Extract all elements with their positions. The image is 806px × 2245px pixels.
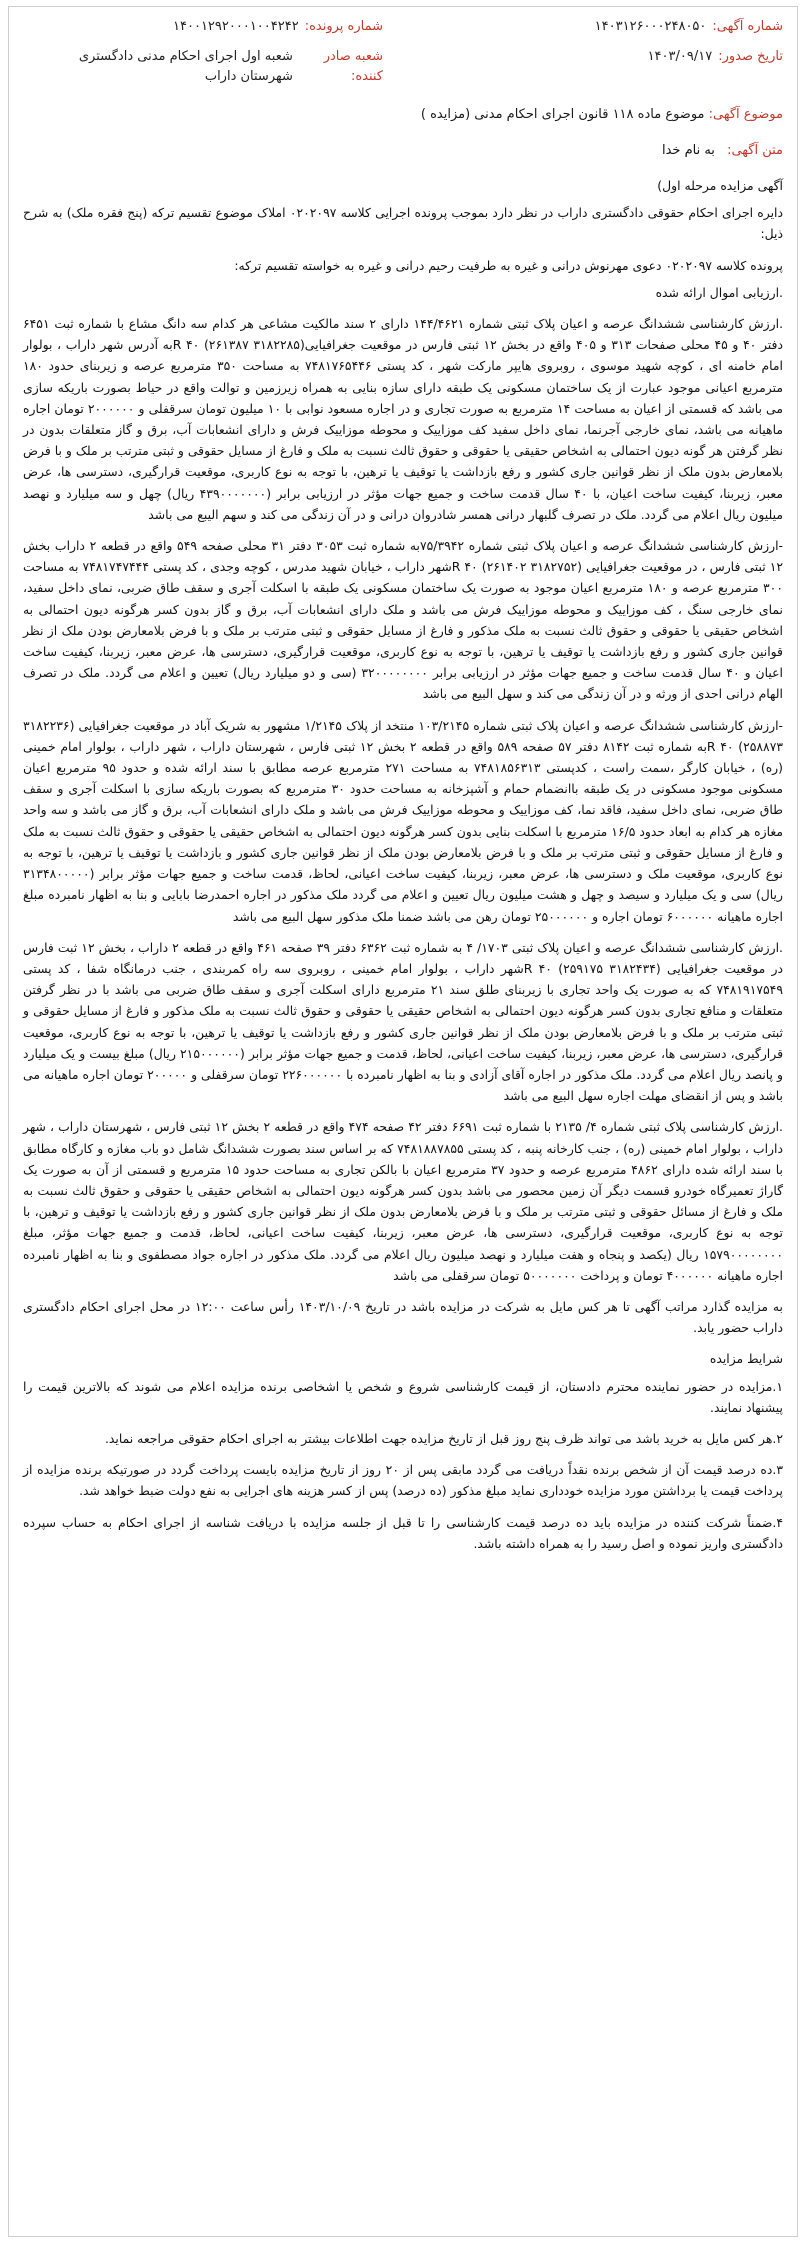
issue-date-value: ۱۴۰۳/۰۹/۱۷ — [647, 49, 713, 64]
ad-number-value: ۱۴۰۳۱۲۶۰۰۰۲۴۸۰۵۰ — [594, 19, 707, 34]
issuer-label: شعبه صادر کننده: — [323, 49, 383, 84]
ad-container — [8, 6, 798, 2237]
paragraph-property-2: -ارزش کارشناسی ششدانگ عرصه و اعیان پلاک ثبتی شماره ۷۵/۳۹۴۲به شماره ثبت ۳۰۵۳ دفتر ۳۱ محلی صفحه ۵۴۹ واقع در قطعه ۲ داراب بخش ۱۲ ثبتی فارس ، در موقعیت جغرافیایی (۳۱۸۲۷۵۲ ۲۶۱۴۰۲) R ۴۰شهر داراب ، خیابان شهید مدرس ، کوچه وجدی ، کد پستی ۷۴۸۱۷۴۷۴۴۴ به مساحت ۳۰۰ مترمربع عرصه و ۱۸۰ مترمربع اعیان موجود به صورت یک ساختمان مسکونی یک طبقه با اسکلت آجری و سقف طاق ضربی، نمای داخل سفید، نمای خارجی سنگ ، کف موزاییک و محوطه موزاییک فرش می باشد و ملک دارای انشعابات آب، برق و گاز بدون کسر هرگونه دیون احتمالی به اشخاص حقیقی یا حقوقی و حقوق ثالث نسبت به ملک مذکور و فارغ از مسایل حقوقی و ثبتی مترتب بر ملک و با فرض بلامعارض بودن ملک از نظر قوانین جاری کشور و رفع بازداشت یا توقیف یا ترهین، با توجه به نوع کاربری، موقعیت قرارگیری، دسترسی ها، عرض معبر، زیربنا، کیفیت ساخت اعیان و ۴۰ سال قدمت ساخت و جمیع جهات مؤثر در ارزیابی برابر ۳۲۰۰۰۰۰۰۰۰ (سی و دو میلیارد ریال) تعیین و اعلام می گردد. ملک در تصرف الهام درانی احدی از ورثه و در آن زندگی می کند و سهل البیع می باشد — [23, 538, 783, 702]
file-number-label: شماره پرونده: — [304, 19, 383, 34]
topic-value: موضوع ماده ۱۱۸ قانون اجرای احکام مدنی (مزایده ) — [420, 107, 705, 122]
body-label-row — [23, 141, 783, 161]
paragraph-assessment-heading: .ارزیابی اموال ارائه شده — [655, 284, 783, 300]
paragraph-case: پرونده کلاسه ۰۲۰۲۰۹۷ دعوی مهرنوش درانی و غیره به طرفیت رحیم درانی و غیره به خواسته تقسیم ترکه: — [234, 257, 783, 273]
issue-date-field — [413, 47, 783, 87]
paragraph-property-5: .ارزش کارشناسی پلاک ثبتی شماره ۴/ ۲۱۳۵ با شماره ثبت ۶۶۹۱ دفتر ۴۲ صفحه ۴۷۴ واقع در قطعه ۲ بخش ۱۲ ثبتی فارس ، شهرستان داراب ، شهر داراب ، بولوار امام خمینی (ره) ، جنب کارخانه پنبه ، کد پستی ۷۴۸۱۸۸۷۸۵۵ که بر اساس سند بصورت ششدانگ شامل دو باب مغازه و کارگاه مطابق با سند ارائه شده دارای ۴۸۶۲ مترمربع عرصه و حدود ۳۷ مترمربع اعیان با بالکن تجاری به مساحت حدود ۱۵ مترمربع و قسمتی از آن به صورت یک گاراژ تعمیرگاه خودرو قسمت دیگر آن زمین محصور می باشد بدون کسر هرگونه دیون احتمالی به اشخاص حقیقی یا حقوقی و حقوق ثالث نسبت به ملک و فارغ از مسائل حقوقی و ثبتی مترتب بر ملک و با فرض بلامعارض بدون ملک از نظر قوانین جاری کشور و رفع بازداشت یا توقیف و ترهین، با توجه به نوع کاربری، موقعیت قرارگیری، دسترسی ها، عرض معبر، زیربنا، کیفیت ساخت اعیانی، لحاظ، قدمت و جمیع جهات مؤثر، مبلغ ۱۵۷۹۰۰۰۰۰۰۰۰ ریال (یکصد و پنجاه و هفت میلیارد و نهصد میلیون ریال اعلام می گردد. ملک مذکور در اجاره جواد مصطفوی و بنا به اظهار نامبرده اجاره ماهیانه ۴۰۰۰۰۰۰ تومان و پرداخت ۵۰۰۰۰۰۰۰ تومان سرقفلی می باشد — [23, 1119, 783, 1283]
paragraph-property-1: .ارزش کارشناسی ششدانگ عرصه و اعیان پلاک ثبتی شماره ۱۴۴/۴۶۲۱ دارای ۲ سند مالکیت مشاعی هر کدام سه دانگ مشاع با شماره ثبت ۶۴۵۱ دفتر ۴۰ و ۴۵ محلی صفحات ۳۱۳ و ۴۰۵ واقع در بخش ۱۲ ثبتی فارس در موقعیت جغرافیایی(۳۱۸۲۲۸۵ ۲۶۱۳۸۷) R ۴۰به آدرس شهر داراب ، بولوار امام خامنه ای ، کوچه شهید موسوی ، روبروی هایپر مارکت شهر ، کد پستی ۷۴۸۱۷۶۵۴۴۶ به مساحت ۳۵۰ مترمربع عرصه و زیربنای حدود ۱۸۰ مترمربع اعیانی موجود عبارت از یک ساختمان مسکونی یک طبقه دارای سازه بنایی به همراه زیرزمین و توالت واقع در حیاط بصورت باریکه سازی می باشد که قسمتی از اعیان به مساحت ۱۴ مترمربع به صورت تجاری و در اجاره مسعود نوابی با ۱۰ میلیون تومان سرقفلی و ۲۰۰۰۰۰۰ تومان اجاره ماهیانه می باشد، نمای خارجی آجرنما، نمای داخل سفید کف موزاییک و محوطه موزاییک فرش و دارای انشعابات آب، برق و گاز متعلقات بدون در نظر گرفتن هر گونه دیون احتمالی به اشخاص حقیقی یا حقوقی و حقوق ثالث نسبت به ملک و فارغ از مسایل حقوقی و ثبتی مترتب بر ملک و با فرض بلامعارض بدون ملک از نظر قوانین جاری کشور و رفع بازداشت یا توقیف یا ترهین، با توجه به نوع کاربری، موقعیت قرارگیری، دسترسی ها، عرض معبر، زیربنا، کیفیت ساخت اعیان، با ۴۰ سال قدمت ساخت و جمیع جهات مؤثر در ارزیابی برابر (۴۳۹۰۰۰۰۰۰۰ ریال) چهل و سه میلیارد و نهصد میلیون ریال اعلام می گردد. ملک در تصرف گلبهار درانی همسر شادروان درانی و در آن زندگی می کند و سهم الیبع می باشد — [23, 316, 784, 522]
paragraph-condition-2: ۲.هر کس مایل به خرید باشد می تواند ظرف پنج روز قبل از تاریخ مزایده جهت اطلاعات بیشتر به اجرای احکام حقوقی مراجعه نماید. — [104, 1430, 783, 1446]
topic-row — [23, 105, 783, 125]
ad-number-field — [413, 17, 783, 37]
issuer-field — [23, 47, 383, 87]
paragraph-property-3: -ارزش کارشناسی ششدانگ عرصه و اعیان پلاک ثبتی شماره ۱۰۳/۲۱۴۵ منتخد از پلاک ۱/۲۱۴۵ مشهور به شریک آباد در موقعیت جغرافیایی (۳۱۸۲۲۳۶ ۲۵۸۸۷۳) R ۴۰به شماره ثبت ۸۱۴۲ دفتر ۵۷ صفحه ۵۸۹ واقع در قطعه ۲ بخش ۱۲ ثبتی فارس ، شهرستان داراب ، شهر داراب ، بولوار امام خمینی (ره) ، خیابان کارگر ،سمت راست ، کدپستی ۷۴۸۱۸۵۶۳۱۳ به مساحت ۲۷۱ مترمربع عرصه مطابق با سند ارائه شده و حدود ۹۵ مترمربع اعیان مسکونی موجود مسکونی در یک طبقه باانضمام حمام و آشپزخانه به مساحت حدود ۳۰ مترمربع که بصورت باریکه سازی با اسکلت آجری و سقف طاق ضربی، نمای داخل سفید، فاقد نما، کف موزاییک و محوطه موزاییک فرش می باشد و ملک دارای انشعابات آب، برق و گاز می باشد و سه واحد مغازه هر کدام به ابعاد حدود ۱۶/۵ مترمربع با اسکلت بنایی بدون کسر هرگونه دیون احتمالی به اشخاص حقیقی یا حقوقی و حقوق ثالث نسبت به ملک و فارغ از مسایل حقوقی و ثبتی مترتب بر ملک و با فرض بلامعارض بودن ملک از نظر قوانین جاری کشور و بازداشت یا توقیف یا ترهین، با توجه به نوع کاربری، موقعیت ملک و دسترسی ها، عرض معبر، زیربنا، کیفیت ساخت اعیانی، لحاظ، قدمت ساخت و جمیع جهات مؤثر برابر (۳۱۳۴۸۰۰۰۰۰ ریال) سی و یک میلیارد و سیصد و چهل و هشت میلیون ریال تعیین و اعلام می گردد ملک مذکور در اجاره احمدرضا بابایی و بنا به اظهار نامبرده مبلغ اجاره ماهیانه ۶۰۰۰۰۰۰ تومان اجاره و ۲۵۰۰۰۰۰۰ تومان رهن می باشد ضمنا ملک مذکور سهل البیع می باشد — [23, 717, 784, 924]
issuer-value: شعبه اول اجرای احکام مدنی دادگستری شهرستان داراب — [78, 49, 293, 84]
file-number-field — [23, 17, 383, 37]
paragraph-title: آگهی مزایده مرحله اول) — [657, 178, 783, 193]
issue-date-label: تاریخ صدور: — [718, 49, 783, 64]
header-row-1 — [23, 17, 783, 37]
header-row-2 — [23, 47, 783, 87]
ad-body — [23, 175, 783, 1554]
paragraph-intro: دایره اجرای احکام حقوقی دادگستری داراب در نظر دارد بموجب پرونده اجرایی کلاسه ۰۲۰۲۰۹۷ املاک موضوع تقسیم ترکه (پنج فقره ملک) به شرح ذیل: — [23, 205, 783, 242]
file-number-value: ۱۴۰۰۱۲۹۲۰۰۰۱۰۰۴۲۴۲ — [173, 19, 299, 34]
paragraph-condition-1: ۱.مزایده در حضور نماینده محترم دادستان، از قیمت کارشناسی شروع و شخص یا اشخاصی برنده مزایده اعلام می شوند که بالاترین قیمت را پیشنهاد نمایند. — [23, 1378, 783, 1415]
paragraph-conditions-heading: شرایط مزایده — [709, 1351, 783, 1367]
ad-number-label: شماره آگهی: — [712, 19, 783, 34]
paragraph-property-4: .ارزش کارشناسی ششدانگ عرصه و اعیان پلاک ثبتی ۱۷۰۳/ ۴ به شماره ثبت ۶۳۶۲ دفتر ۳۹ صفحه ۴۶۱ واقع در قطعه ۲ داراب ، بخش ۱۲ ثبت فارس در موقعیت جغرافیایی (۳۱۸۲۴۳۴ ۲۵۹۱۷۵) R ۴۰شهر داراب ، بولوار امام خمینی ، روبروی سه راه کمربندی ، جنب درمانگاه شفا ، کد پستی ۷۴۸۱۹۱۷۵۴۹ که به صورت یک واحد تجاری با زیربنای طلق سند ۲۱ مترمربع دارای اسکلت آجری و سقف طاق ضربی می باشد با در نظر گرفتن متعلقات و منافع تجاری بدون کسر هرگونه دیون احتمالی به اشخاص حقیقی یا حقوقی و حقوق ثالث نسبت به ملک مذکور و فارغ از مسایل حقوقی و ثبتی مترتب بر ملک و با فرض بلامعارض بودن ملک از نظر قوانین جاری کشور و رفع بازداشت یا توقیف یا ترهین، با توجه به نوع کاربری، موقعیت قرارگیری، دسترسی ها، عرض معبر، زیربنا، کیفیت ساخت اعیانی، لحاظ، قدمت و جمیع جهات مؤثر برابر (۲۱۵۰۰۰۰۰۰ ریال) مبلغ بیست و یک میلیارد و پانصد ریال اعلام می گردد. ملک مذکور در اجاره آقای آزادی و بنا به اظهار نامبرده با ۲۲۶۰۰۰۰۰۰ تومان سرقفلی و ۲۰۰۰۰۰ تومان اجاره ماهیانه می باشد و پس از انقضای مهلت اجاره سهل البیع می باشد — [23, 939, 784, 1104]
body-label: متن آگهی: — [727, 143, 783, 158]
basmala: به نام خدا — [661, 143, 715, 158]
topic-label: موضوع آگهی: — [708, 107, 783, 122]
paragraph-condition-3: ۳.ده درصد قیمت آن از شخص برنده نقداً دریافت می گردد مابقی پس از ۲۰ روز از تاریخ مزایده بایست پرداخت گردد در صورتیکه برنده مزایده از پرداخت قیمت یا برداشتن مورد مزایده خودداری نماید مبلغ مذکور (ده درصد) پس از کسر هزینه های اجرایی به نفع دولت ضبط خواهد شد. — [23, 1462, 783, 1499]
paragraph-auction-date: به مزایده گذارد مراتب آگهی تا هر کس مایل به شرکت در مزایده باشد در تاریخ ۱۴۰۳/۱۰/۰۹ رأس ساعت ۱۲:۰۰ در محل اجرای احکام دادگستری داراب حضور یابد. — [23, 1298, 783, 1336]
paragraph-condition-4: ۴.ضمناً شرکت کننده در مزایده باید ده درصد قیمت کارشناسی را تا قبل از جلسه مزایده با دریافت شناسه از اجرای احکام به حساب سپرده دادگستری واریز نموده و اصل رسید را به همراه داشته باشد. — [23, 1514, 783, 1551]
